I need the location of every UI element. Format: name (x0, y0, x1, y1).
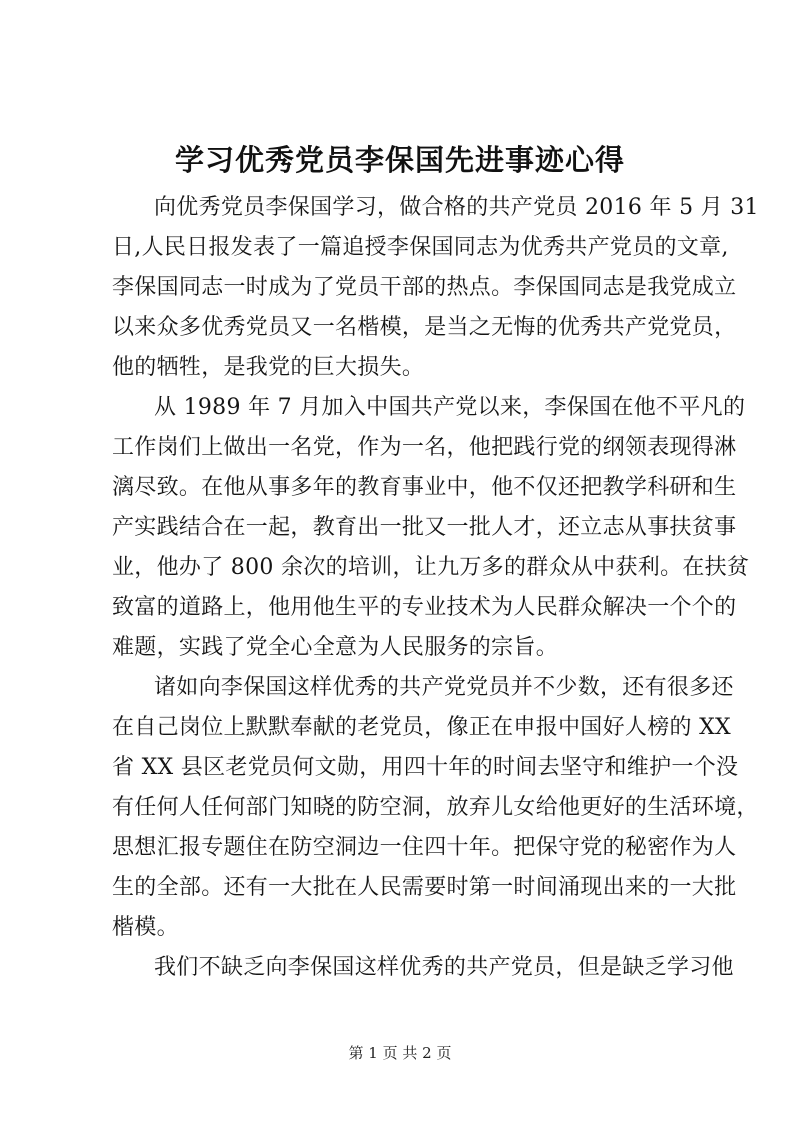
paragraph-line: 致富的道路上，他用他生平的专业技术为人民群众解决一个个的 (112, 595, 737, 620)
page-footer: 第 1 页 共 2 页 (348, 1044, 452, 1062)
paragraph-line: 以来众多优秀党员又一名楷模，是当之无悔的优秀共产党党员， (112, 315, 737, 340)
paragraph-line: 我们不缺乏向李保国这样优秀的共产党员，但是缺乏学习他 (154, 955, 734, 980)
paragraph-line: 有任何人任何部门知晓的防空洞，放弃儿女给他更好的生活环境， (112, 795, 759, 820)
paragraph-line: 工作岗们上做出一名党，作为一名，他把践行党的纲领表现得淋 (112, 435, 737, 460)
paragraph-line: 产实践结合在一起，教育出一批又一批人才，还立志从事扶贫事 (112, 515, 737, 540)
paragraph-line: 日,人民日报发表了一篇追授李保国同志为优秀共产党员的文章, (112, 235, 729, 260)
paragraph-line: 诸如向李保国这样优秀的共产党党员并不少数，还有很多还 (154, 675, 734, 700)
paragraph-line: 生的全部。还有一大批在人民需要时第一时间涌现出来的一大批 (112, 875, 737, 900)
paragraph-line: 向优秀党员李保国学习，做合格的共产党员 2016 年 5 月 31 (154, 195, 759, 220)
paragraph-2 (112, 388, 750, 668)
paragraph-line: 省 XX 县区老党员何文勋，用四十年的时间去坚守和维护一个没 (112, 755, 739, 780)
paragraph-line: 从 1989 年 7 月加入中国共产党以来，李保国在他不平凡的 (154, 395, 746, 420)
paragraph-line: 思想汇报专题住在防空洞边一住四十年。把保守党的秘密作为人 (112, 835, 737, 860)
paragraph-3 (112, 668, 759, 948)
document-body (112, 188, 759, 988)
paragraph-line: 难题，实践了党全心全意为人民服务的宗旨。 (112, 635, 559, 660)
paragraph-line: 业，他办了 800 余次的培训，让九万多的群众从中获利。在扶贫 (112, 555, 750, 580)
paragraph-line: 他的牺牲，是我党的巨大损失。 (112, 355, 425, 380)
document-title: 学习优秀党员李保国先进事迹心得 (174, 143, 625, 177)
paragraph-1 (112, 188, 759, 388)
paragraph-line: 漓尽致。在他从事多年的教育事业中，他不仅还把教学科研和生 (112, 475, 737, 500)
paragraph-4 (112, 948, 734, 988)
paragraph-line: 李保国同志一时成为了党员干部的热点。李保国同志是我党成立 (112, 275, 737, 300)
paragraph-line: 在自己岗位上默默奉献的老党员，像正在申报中国好人榜的 XX (112, 715, 732, 740)
paragraph-line: 楷模。 (112, 915, 179, 940)
